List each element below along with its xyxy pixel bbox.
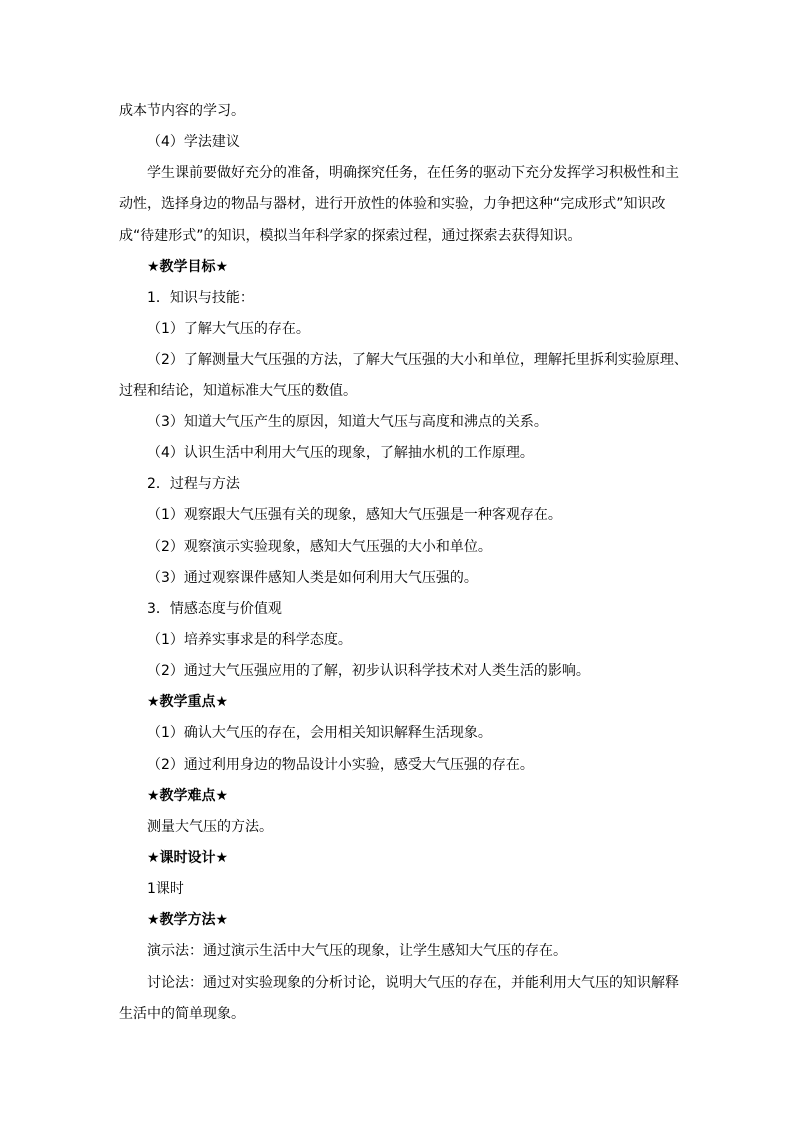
list-item: （2）通过大气压强应用的了解，初步认识科学技术对人类生活的影响。 bbox=[147, 663, 590, 679]
list-item: （4）认识生活中利用大气压的现象，了解抽水机的工作原理。 bbox=[147, 445, 534, 461]
paragraph-line: 演示法：通过演示生活中大气压的现象，让学生感知大气压的存在。 bbox=[147, 943, 567, 959]
list-item: （1）观察跟大气压强有关的现象，感知大气压强是一种客观存在。 bbox=[147, 507, 562, 523]
subheading-emotion-values: 3．情感态度与价值观 bbox=[147, 601, 282, 617]
heading-teaching-objectives: ★教学目标★ bbox=[147, 259, 229, 275]
heading-lesson-design: ★课时设计★ bbox=[147, 850, 229, 866]
paragraph-line: 成“待建形式”的知识，模拟当年科学家的探索过程，通过探索去获得知识。 bbox=[119, 228, 582, 244]
section-heading-study-method: （4）学法建议 bbox=[147, 134, 240, 150]
list-item: （1）培养实事求是的科学态度。 bbox=[147, 632, 352, 648]
list-item: （2）通过利用身边的物品设计小实验，感受大气压强的存在。 bbox=[147, 757, 534, 773]
paragraph-line: 学生课前要做好充分的准备，明确探究任务，在任务的驱动下充分发挥学习积极性和主 bbox=[147, 165, 679, 181]
paragraph-continuation: 成本节内容的学习。 bbox=[119, 103, 245, 119]
list-item: （3）通过观察课件感知人类是如何利用大气压强的。 bbox=[147, 570, 478, 586]
heading-teaching-difficulties: ★教学难点★ bbox=[147, 788, 229, 804]
list-item: （1）确认大气压的存在，会用相关知识解释生活现象。 bbox=[147, 725, 492, 741]
paragraph-line: 生活中的简单现象。 bbox=[119, 1006, 245, 1022]
subheading-process-method: 2．过程与方法 bbox=[147, 476, 240, 492]
list-item: （2）观察演示实验现象，感知大气压强的大小和单位。 bbox=[147, 539, 492, 555]
list-item: （1）了解大气压的存在。 bbox=[147, 321, 310, 337]
list-item-continuation: 过程和结论，知道标准大气压的数值。 bbox=[119, 383, 357, 399]
paragraph-line: 测量大气压的方法。 bbox=[147, 819, 273, 835]
heading-teaching-key-points: ★教学重点★ bbox=[147, 694, 229, 710]
subheading-knowledge-skills: 1．知识与技能： bbox=[147, 290, 254, 306]
paragraph-line: 讨论法：通过对实验现象的分析讨论，说明大气压的存在，并能利用大气压的知识解释 bbox=[147, 975, 679, 991]
list-item: （2）了解测量大气压强的方法，了解大气压强的大小和单位，理解托里拆利实验原理、 bbox=[147, 352, 688, 368]
paragraph-line: 1课时 bbox=[147, 881, 184, 897]
paragraph-line: 动性，选择身边的物品与器材，进行开放性的体验和实验，力争把这种“完成形式”知识改 bbox=[119, 196, 666, 212]
heading-teaching-methods: ★教学方法★ bbox=[147, 912, 229, 928]
list-item: （3）知道大气压产生的原因，知道大气压与高度和沸点的关系。 bbox=[147, 414, 548, 430]
